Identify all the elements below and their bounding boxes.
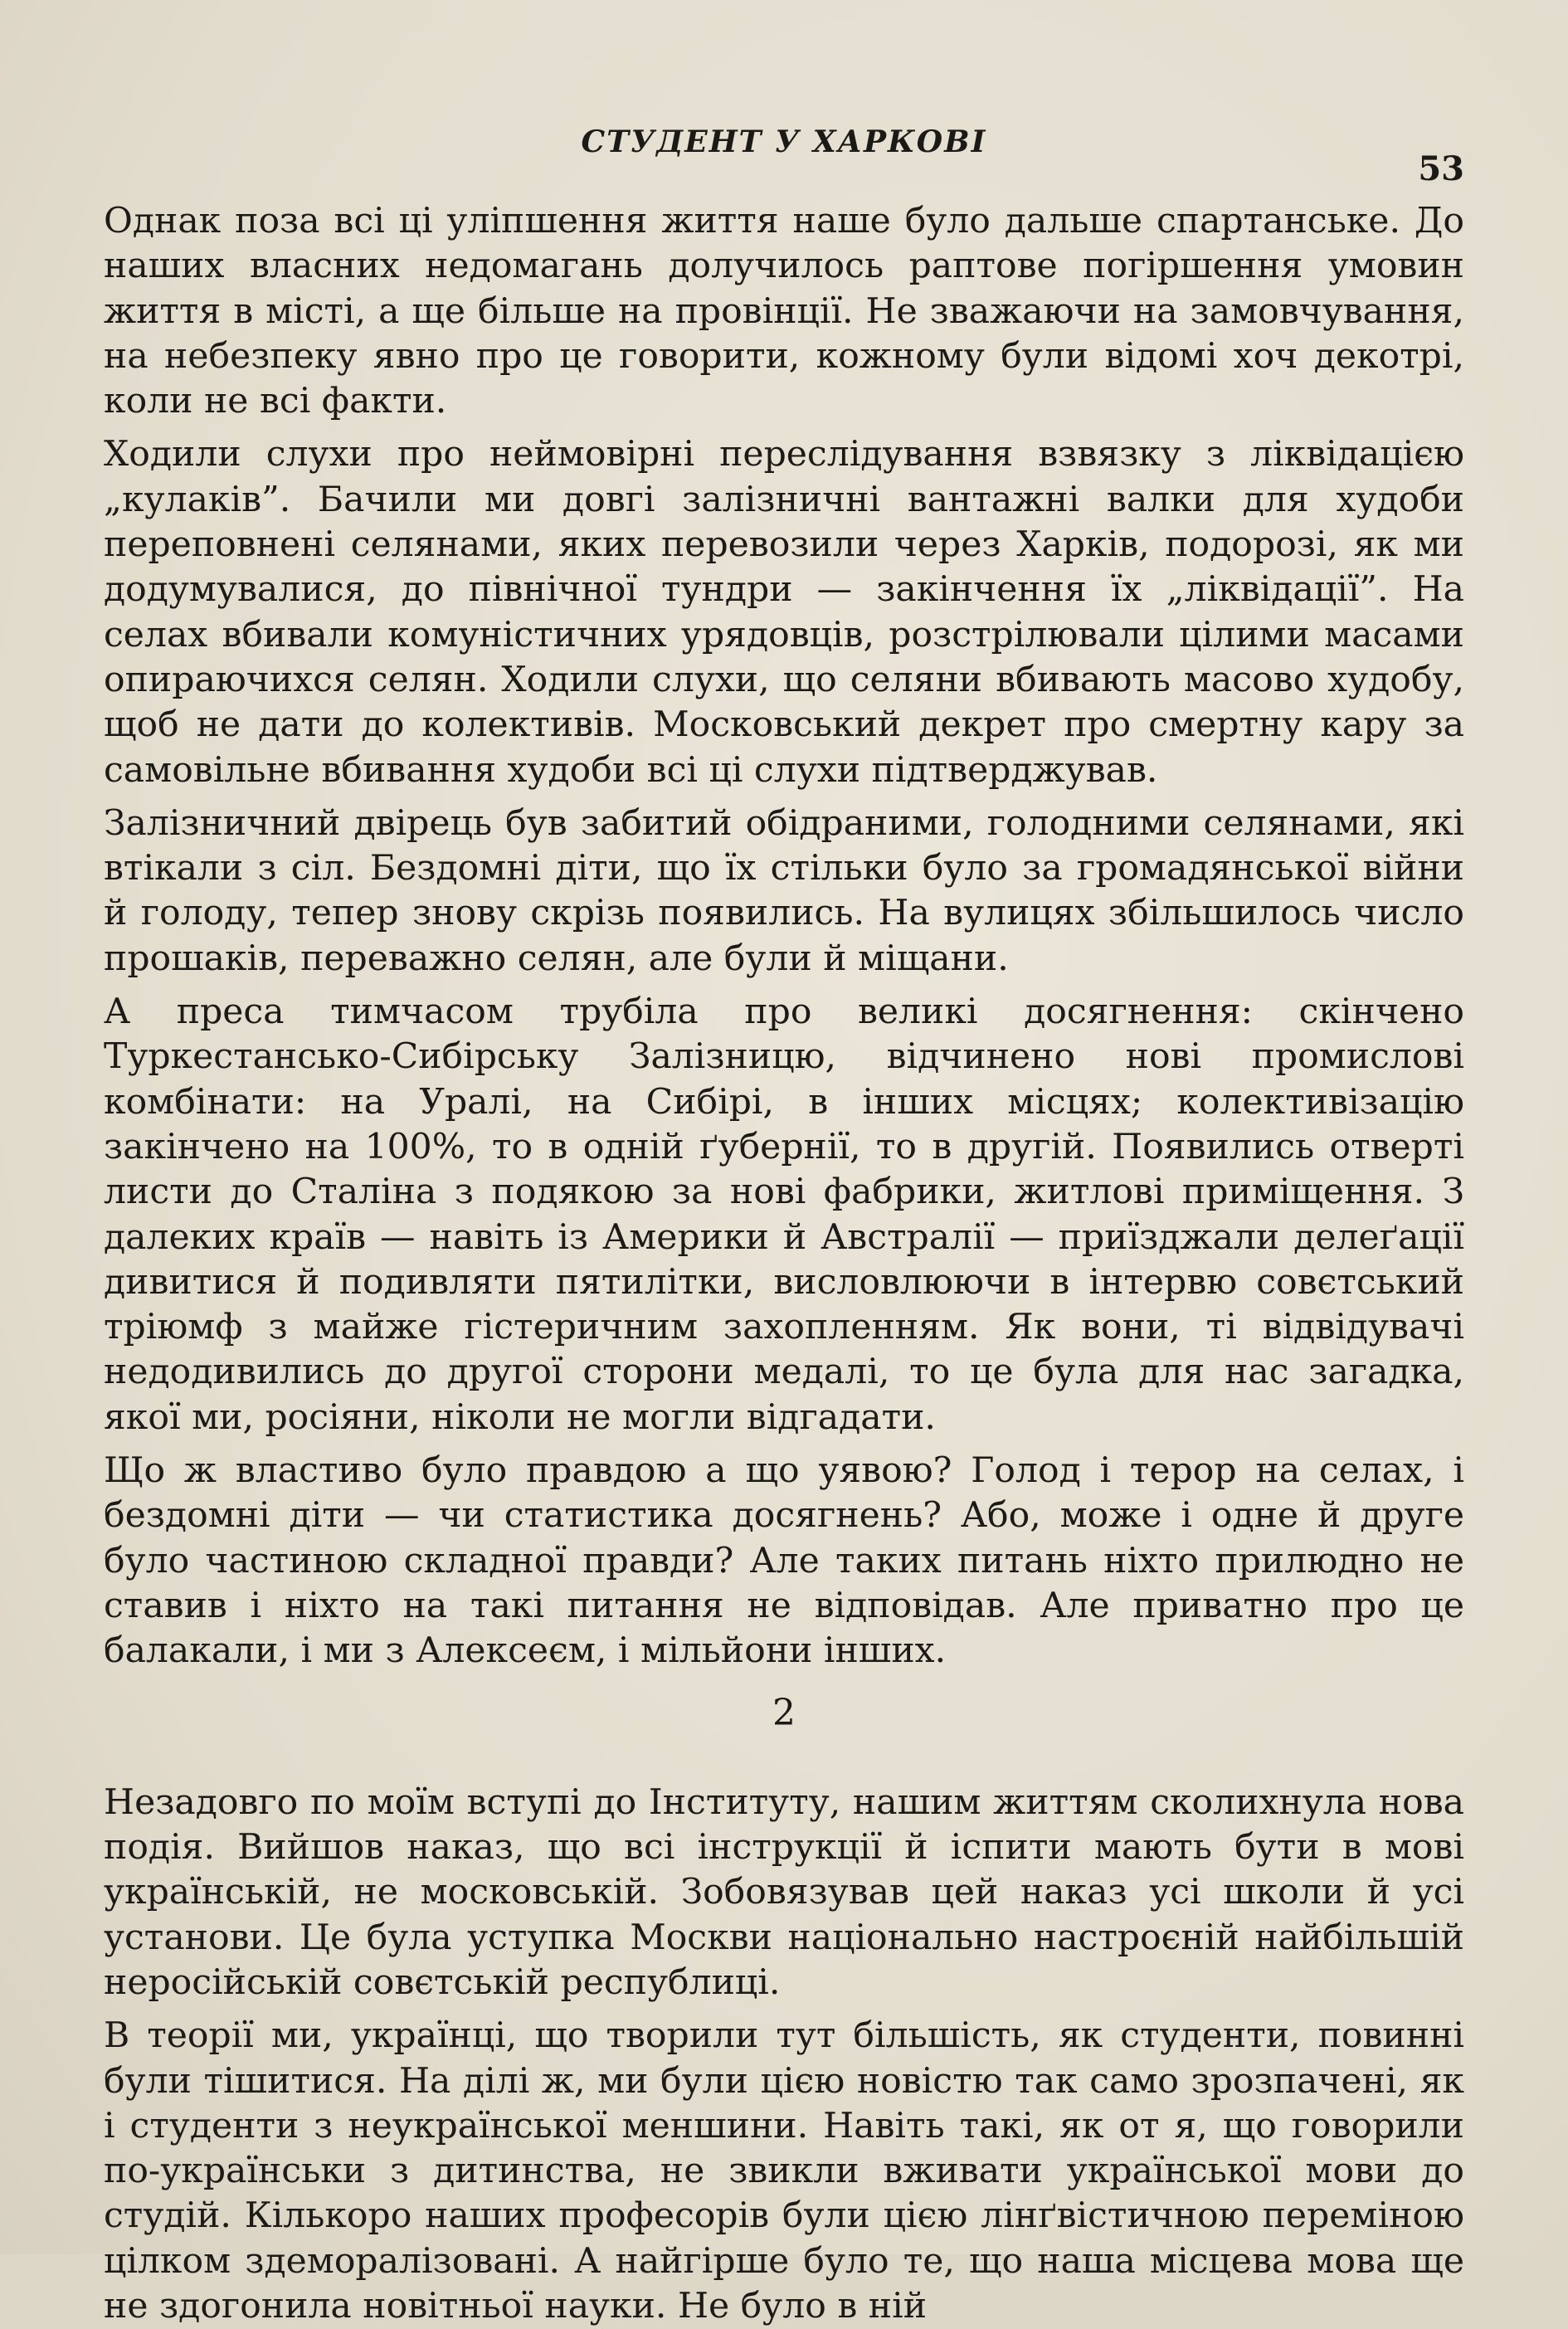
paragraph: В теорії ми, українці, що творили тут більшість, як студенти, повинні були тішитися. На ділі ж, ми були цією новістю так само зрозпачені, як і студенти з неукраїнської меншини. Навіть такі, як от я, що говорили по-українськи з дитинства, не звикли вживати української мови до студій. Кількоро наших професорів були цією лінґвістичною переміною цілком здеморалізовані. А найгірше було те, що наша місцева мова ще не здогонила новітньої науки. Не було в ній — [104, 2015, 1464, 2327]
section-number: 2 — [772, 1691, 796, 1734]
paragraph: Ходили слухи про неймовірні переслідування взвязку з ліквідацією „кулаків”. Бачили ми довгі залізничні вантажні валки для худоби переповнені селянами, яких перевозили через Харків, подорозі, як ми додумувалися, до північної тундри — закінчення їх „ліквідації”. На селах вбивали комуністичних урядовців, розстрілювали цілими масами опираючихся селян. Ходили слухи, що селяни вбивають масово худобу, щоб не дати до колективів. Московський декрет про смертну кару за самовільне вбивання худоби всі ці слухи підтверджував. — [104, 434, 1464, 791]
page-number: 53 — [1418, 149, 1464, 188]
paragraph: Незадовго по моїм вступі до Інституту, нашим життям сколихнула нова подія. Вийшов наказ, що всі інструкції й іспити мають бути в мові українській, не московській. Зобовязував цей наказ усі школи й усі установи. Це була уступка Москви національно настроєній найбільшій неросійській совєтській республиці. — [104, 1781, 1464, 2003]
body-text — [104, 199, 1464, 2329]
running-head — [104, 124, 1464, 188]
paragraph: А преса тимчасом трубіла про великі досягнення: скінчено Туркестансько-Сибірську Залізницю, відчинено нові промислові комбінати: на Уралі, на Сибірі, в інших місцях; колективізацію закінчено на 100%, то в одній ґубернії, то в другій. Появились отверті листи до Сталіна з подякою за нові фабрики, житлові приміщення. З далеких країв — навіть із Америки й Австралії — приїзджали делеґації дивитися й подивляти пятилітки, висловлюючи в інтервю совєтський тріюмф з майже гістеричним захопленням. Як вони, ті відвідувачі недодивились до другої сторони медалі, то це була для нас загадка, якої ми, росіяни, ніколи не могли відгадати. — [104, 992, 1464, 1438]
paragraph: Залізничний двірець був забитий обідраними, голодними селянами, які втікали з сіл. Бездомні діти, що їх стільки було за громадянської війни й голоду, тепер знову скрізь появились. На вулицях збільшилось число прошаків, переважно селян, але були й міщани. — [104, 802, 1464, 979]
running-title: СТУДЕНТ У ХАРКОВІ — [581, 124, 987, 159]
paragraph: Однак поза всі ці уліпшення життя наше було дальше спартанське. До наших власних недомагань долучилось раптове погіршення умовин життя в місті, а ще більше на провінції. Не зважаючи на замовчування, на небезпеку явно про це говорити, кожному були відомі хоч декотрі, коли не всі факти. — [104, 201, 1464, 422]
paragraph: Що ж властиво було правдою а що уявою? Голод і терор на селах, і бездомні діти — чи статистика досягнень? Або, може і одне й друге було частиною складної правди? Але таких питань ніхто прилюдно не ставив і ніхто на такі питання не відповідав. Але приватно про це балакали, і ми з Алексеєм, і мільйони інших. — [104, 1450, 1464, 1672]
